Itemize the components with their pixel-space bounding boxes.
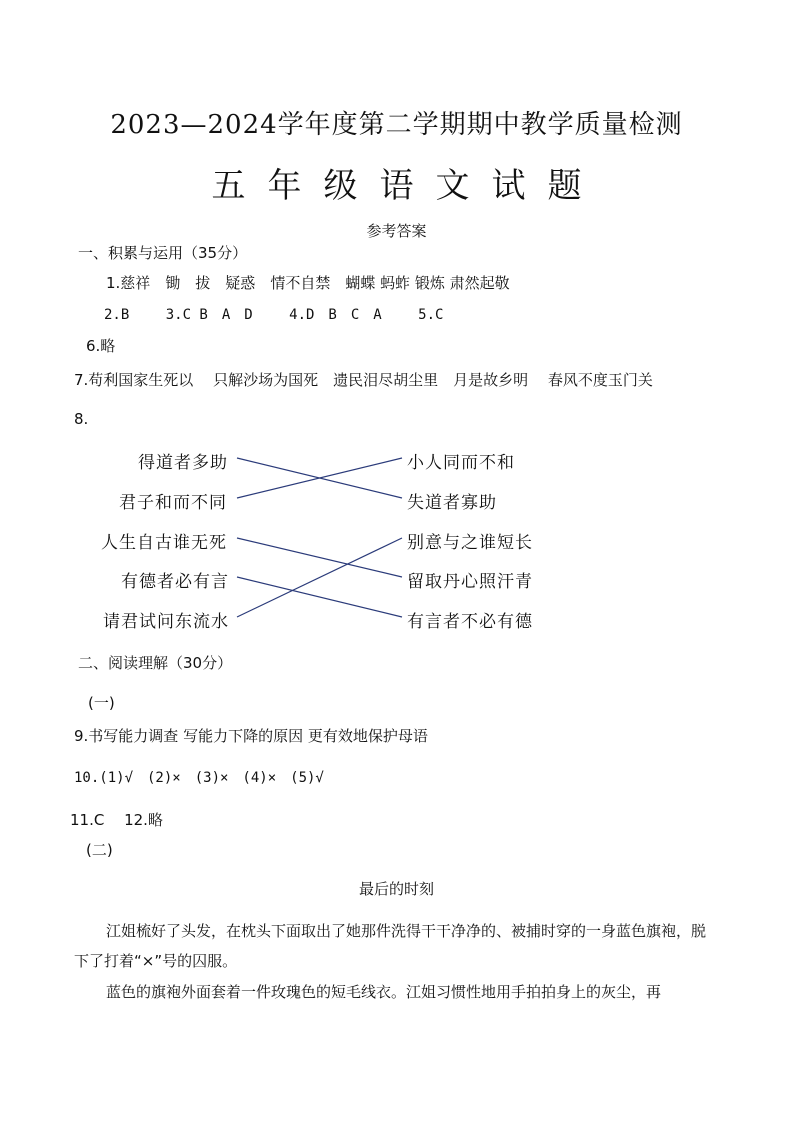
story-paragraph: 蓝色的旗袍外面套着一件玫瑰色的短毛线衣。江姐习惯性地用手拍拍身上的灰尘，再 — [106, 983, 662, 1001]
match-connector-line — [237, 538, 402, 617]
match-left-item: 君子和而不同 — [119, 493, 227, 513]
answer-q9: 9.书写能力调查 写能力下降的原因 更有效地保护母语 — [74, 727, 428, 745]
part1-label: (一) — [88, 694, 115, 712]
story-title: 最后的时刻 — [358, 880, 434, 898]
match-left-item: 人生自古谁无死 — [101, 533, 227, 553]
story-paragraph: 江姐梳好了头发，在枕头下面取出了她那件洗得干干净净的、被捕时穿的一身蓝色旗袍，脱下了打着“×”号的囚服。 — [74, 922, 707, 970]
answer-q2-5: 2.B 3.C B A D 4.D B C A 5.C — [104, 307, 444, 323]
match-right-item: 小人同而不和 — [407, 453, 515, 473]
answer-key-subtitle: 参考答案 — [366, 222, 427, 240]
match-left-item: 得道者多助 — [138, 453, 228, 473]
match-left-item: 有德者必有言 — [121, 572, 229, 592]
match-right-item: 失道者寡助 — [407, 493, 497, 513]
section1-heading: 一、积累与运用（35分） — [78, 244, 248, 262]
part2-label: (二) — [86, 841, 113, 859]
answer-q1: 1.慈祥 锄 拔 疑惑 情不自禁 蝴蝶 蚂蚱 锻炼 肃然起敬 — [106, 274, 510, 292]
subject-title: 五年级语文试题 — [211, 166, 604, 206]
exam-title: 2023—2024学年度第二学期期中教学质量检测 — [110, 110, 683, 140]
answer-q11-12: 11.C 12.略 — [70, 811, 163, 829]
match-connector-line — [237, 538, 402, 577]
answer-q8-label: 8. — [74, 410, 89, 428]
match-connector-line — [237, 577, 402, 617]
match-right-item: 留取丹心照汗青 — [407, 572, 533, 592]
answer-q10: 10.(1)√ (2)× (3)× (4)× (5)√ — [74, 770, 324, 786]
answer-q7: 7.苟利国家生死以 只解沙场为国死 遗民泪尽胡尘里 月是故乡明 春风不度玉门关 — [74, 371, 653, 389]
match-right-item: 有言者不必有德 — [407, 612, 533, 632]
match-left-item: 请君试问东流水 — [103, 612, 229, 632]
answer-q6: 6.略 — [86, 337, 116, 355]
section2-heading: 二、阅读理解（30分） — [78, 654, 233, 672]
match-right-item: 别意与之谁短长 — [407, 533, 533, 553]
